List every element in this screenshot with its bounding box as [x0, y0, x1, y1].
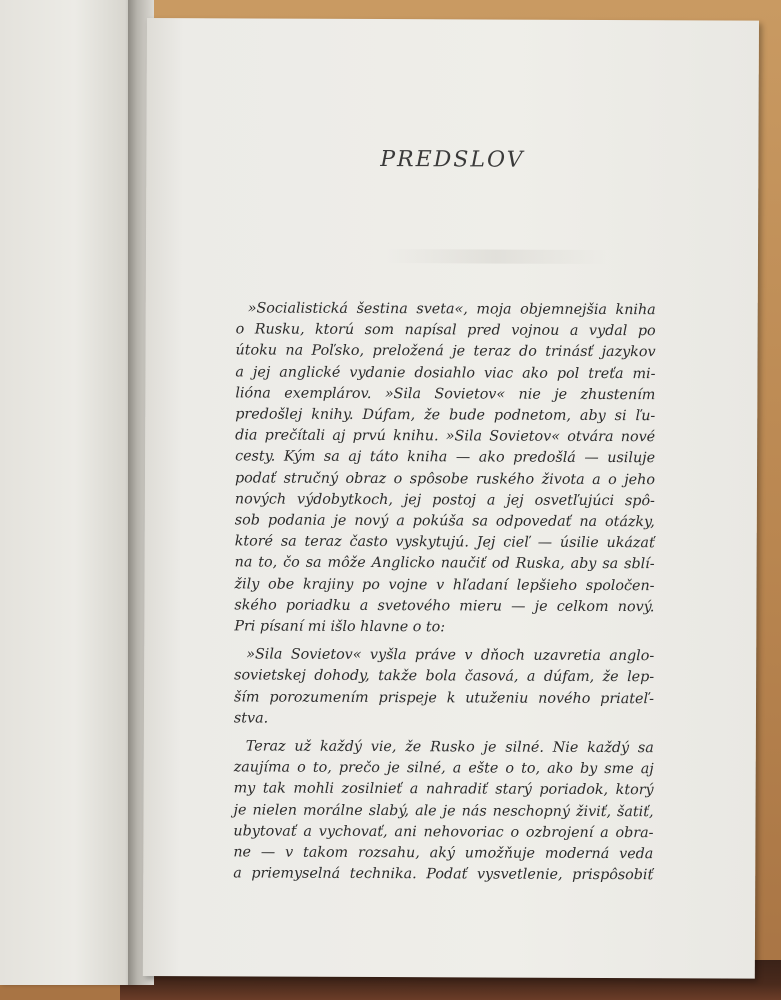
text-line: na to, čo sa môže Anglicko naučiť od Ruska, aby sa sblí-	[234, 554, 655, 573]
paragraph-3	[233, 736, 654, 886]
text-line: a priemyselná technika. Podať vysvetlenie, prispôsobiť	[233, 865, 654, 884]
left-page	[0, 0, 136, 985]
text-line: ského poriadku a svetového mieru — je celkom nový.	[234, 597, 655, 616]
text-line: podať stručný obraz o spôsobe ruského života a o jeho	[234, 470, 656, 488]
text-line: Pri písaní mi išlo hlavne o to:	[234, 618, 446, 636]
text-line: nových výdobytkoch, jej postoj a jej osvetľujúci spô-	[234, 491, 655, 510]
text-line: predošlej knihy. Dúfam, že bude podnetom, aby si ľu-	[235, 406, 656, 425]
text-line: je nielen morálne slabý, ale je nás neschopný živiť, šatiť,	[233, 802, 654, 820]
text-line: Teraz už každý vie, že Rusko je silné. Nie každý sa	[245, 738, 654, 757]
text-line: ubytovať a vychovať, ani nehovoriac o ozbrojení a obra-	[233, 823, 654, 842]
text-line: »Socialistická šestina sveta«, moja objemnejšia kniha	[247, 300, 656, 319]
text-line: cesty. Kým sa aj táto kniha — ako predošlá — usiluje	[235, 448, 656, 467]
text-line: zaujíma o to, prečo je silné, a ešte o to, ako by sme aj	[233, 759, 654, 778]
text-line: ne — v takom rozsahu, aký umožňuje moderná veda	[233, 844, 654, 863]
text-line: útoku na Poľsko, preložená je teraz do trinásť jazykov	[235, 342, 656, 361]
text-line: my tak mohli zosilnieť a nahradiť starý poriadok, ktorý	[233, 780, 654, 799]
text-line: žily obe krajiny po vojne v hľadaní lepšieho spoločen-	[234, 576, 655, 594]
text-line: sovietskej dohody, takže bola časová, a dúfam, že lep-	[234, 667, 655, 686]
text-line: ktoré sa teraz často vyskytujú. Jej cieľ — úsilie ukázať	[234, 533, 655, 552]
text-line: ším porozumením prispeje k utuženiu nového priateľ-	[234, 689, 655, 707]
show-through-ink	[386, 249, 606, 264]
text-line: dia prečítali aj prvú knihu. »Sila Sovietov« otvára nové	[235, 427, 656, 446]
text-line: stva.	[233, 710, 269, 727]
text-line: a jej anglické vydanie dosiahlo viac ako pol treťa mi-	[235, 363, 656, 382]
page-title: PREDSLOV	[380, 147, 525, 173]
paragraph-1	[234, 298, 655, 639]
text-line: o Rusku, ktorú som napísal pred vojnou a vydal po	[235, 321, 656, 340]
paragraph-2	[234, 645, 654, 732]
text-line: lióna exemplárov. »Sila Sovietov« nie je zhustením	[235, 385, 656, 404]
text-line: »Sila Sovietov« vyšla práve v dňoch uzavretia anglo-	[246, 646, 655, 665]
body-text	[233, 298, 656, 893]
text-line: sob podania je nový a pokúša sa odpovedať na otázky,	[234, 512, 655, 531]
right-page	[143, 18, 759, 979]
